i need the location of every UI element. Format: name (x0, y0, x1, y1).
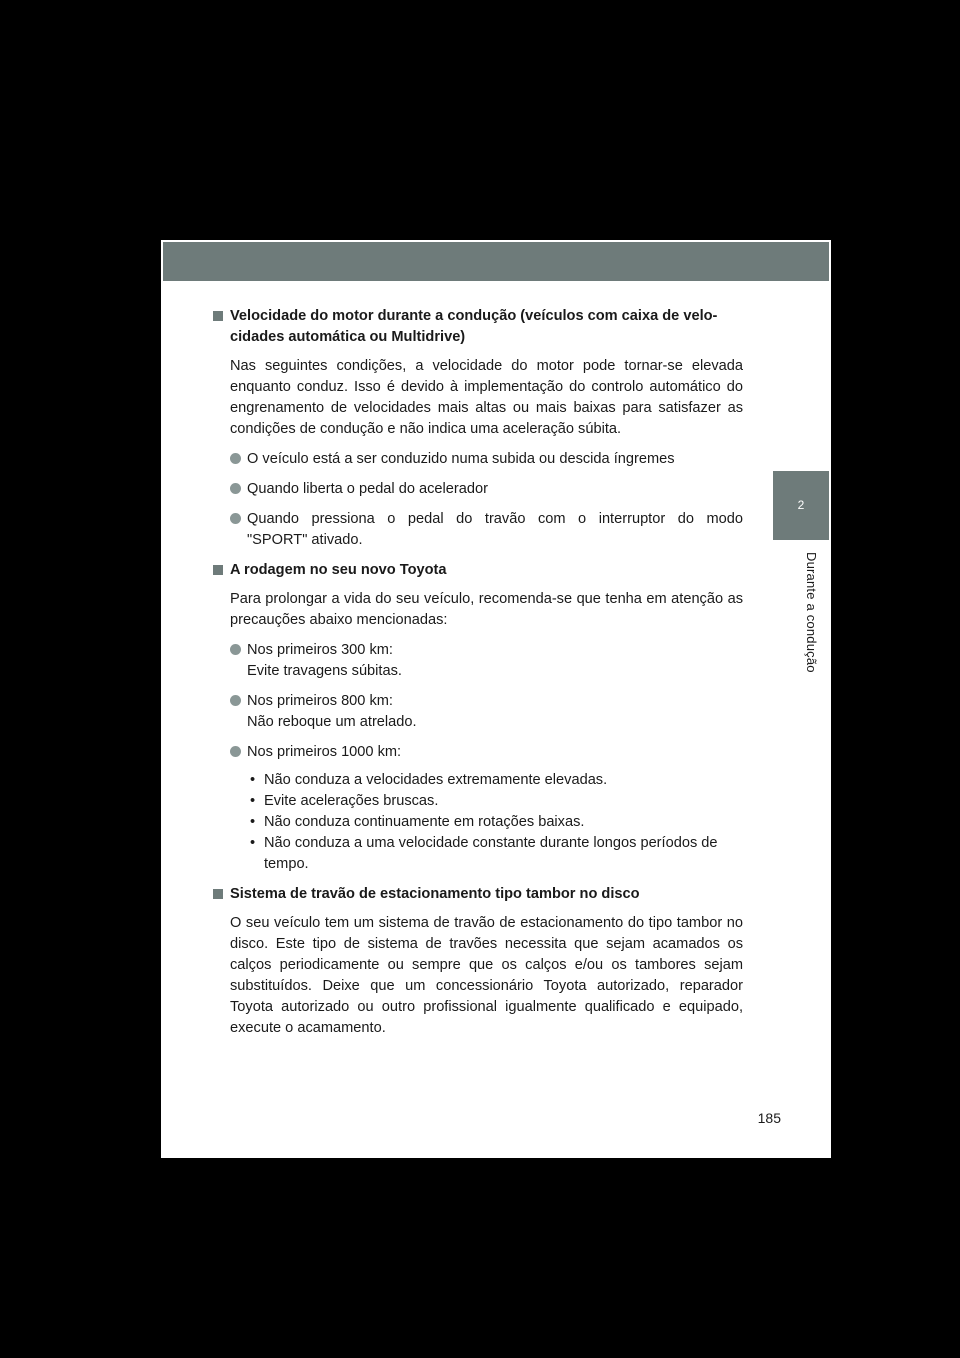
header-bar (163, 242, 829, 281)
dot-bullet-icon: • (250, 772, 256, 788)
section-heading: Velocidade do motor durante a condução (veículos com caixa de velo-cidades automática ou Multidrive) (213, 306, 743, 348)
sub-list-item: • Não conduza a velocidades extremamente elevadas. (247, 770, 743, 791)
section-paragraph: Nas seguintes condições, a velocidade do motor pode tornar-se elevada enquanto conduz. Isso é devido à implementação do controlo automático do engrenamento de velocidades mais altas ou mais baixas para satisfazer as condições de condução e não indica uma aceleração súbita. (230, 358, 743, 437)
sub-list-item: • Não conduza a uma velocidade constante durante longos períodos de tempo. (250, 835, 718, 872)
dot-bullet-icon: • (250, 835, 256, 851)
section-paragraph: O seu veículo tem um sistema de travão de estacionamento do tipo tambor no disco. Este tipo de sistema de travões necessita que sejam acamados os calços periodicamente ou sempre que os calços e/ou os tambores sejam substituídos. Deixe que um concessionário Toyota autorizado, reparador Toyota autorizado ou outro profissional igualmente qualificado e equipado, execute o acamamento. (230, 915, 743, 1036)
circle-bullet-icon (230, 453, 241, 464)
sub-list-item: • Evite acelerações bruscas. (247, 791, 743, 812)
circle-bullet-icon (230, 483, 241, 494)
section-paragraph: Para prolongar a vida do seu veículo, recomenda-se que tenha em atenção as precauções abaixo mencionadas: (230, 591, 743, 628)
circle-bullet-icon (230, 746, 241, 757)
list-item: Nos primeiros 800 km: Não reboque um atrelado. (230, 691, 743, 733)
section-heading: A rodagem no seu novo Toyota (213, 560, 743, 581)
dot-bullet-icon: • (250, 793, 256, 809)
square-bullet-icon (213, 311, 223, 321)
list-item: O veículo está a ser conduzido numa subida ou descida íngremes (230, 449, 743, 470)
sub-list-item: • Não conduza continuamente em rotações baixas. (247, 812, 743, 833)
manual-page (161, 240, 831, 1158)
list-item: Quando pressiona o pedal do travão com o interruptor do modo "SPORT" ativado. (230, 509, 743, 551)
page-content (213, 306, 743, 1048)
circle-bullet-icon (230, 695, 241, 706)
list-item: Nos primeiros 1000 km: (230, 742, 743, 763)
circle-bullet-icon (230, 644, 241, 655)
chapter-label: Durante a condução (804, 552, 819, 673)
section-heading: Sistema de travão de estacionamento tipo tambor no disco (213, 884, 743, 905)
square-bullet-icon (213, 565, 223, 575)
circle-bullet-icon (230, 513, 241, 524)
list-item: Nos primeiros 300 km: Evite travagens súbitas. (230, 640, 743, 682)
sub-list (247, 770, 743, 875)
dot-bullet-icon: • (250, 814, 256, 830)
square-bullet-icon (213, 889, 223, 899)
chapter-tab: 2 (773, 471, 829, 540)
page-number: 185 (757, 1110, 781, 1126)
list-item: Quando liberta o pedal do acelerador (230, 479, 743, 500)
